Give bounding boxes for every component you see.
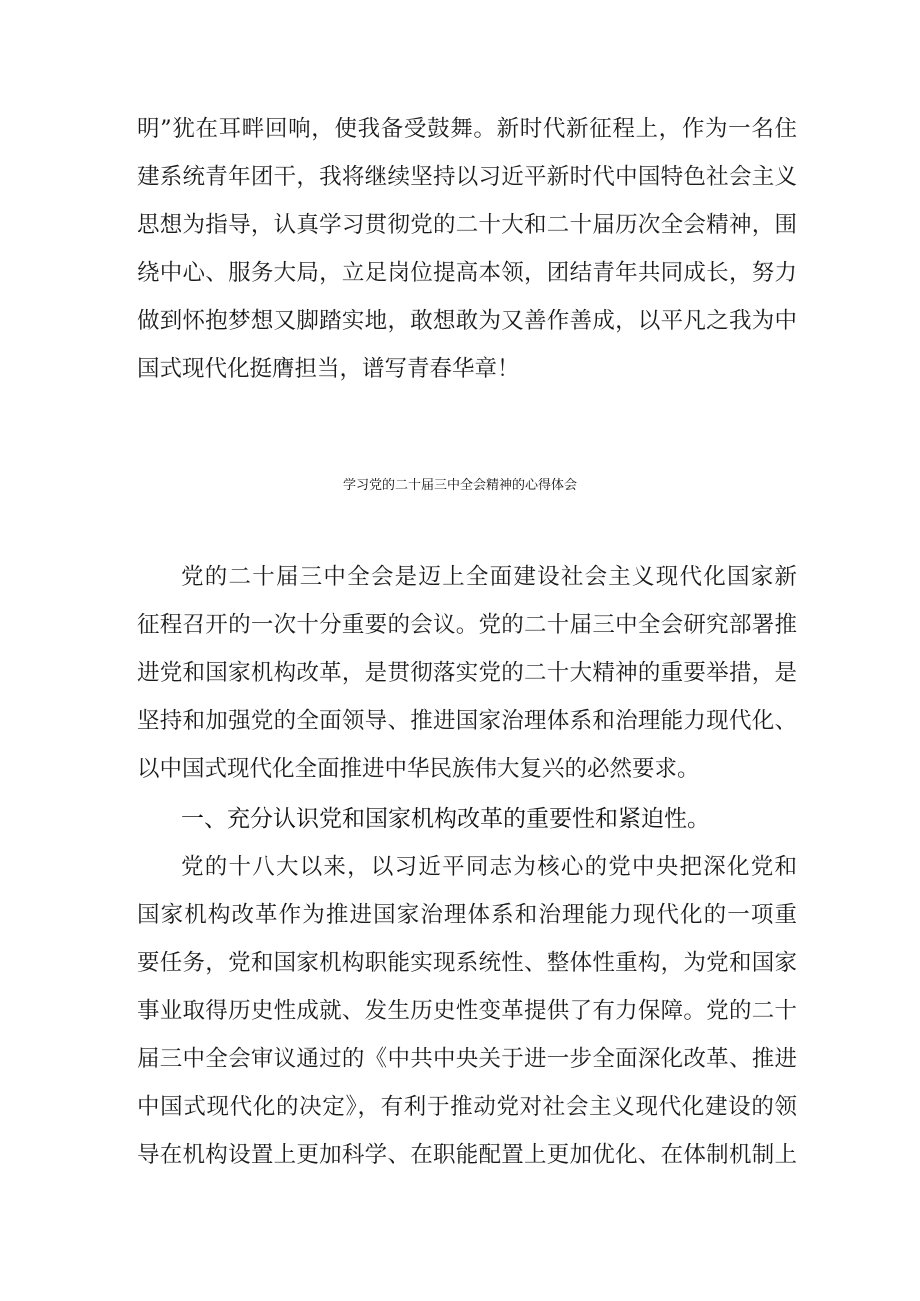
continuation-line-4: 绕中心、服务大局，立足岗位提高本领，团结青年共同成长，努力 — [137, 260, 797, 286]
section-heading-1: 一、充分认识党和国家机构改革的重要性和紧迫性。 — [181, 806, 710, 832]
intro-line-5: 以中国式现代化全面推进中华民族伟大复兴的必然要求。 — [137, 756, 700, 782]
section1-line-1: 党的十八大以来，以习近平同志为核心的党中央把深化党和 — [181, 854, 797, 880]
continuation-line-1: 明”犹在耳畔回响，使我备受鼓舞。新时代新征程上，作为一名住 — [137, 116, 797, 142]
continuation-line-5: 做到怀抱梦想又脚踏实地，敢想敢为又善作善成，以平凡之我为中 — [137, 308, 797, 334]
section1-line-7: 导在机构设置上更加科学、在职能配置上更加优化、在体制机制上 — [137, 1142, 797, 1168]
section1-line-2: 国家机构改革作为推进国家治理体系和治理能力现代化的一项重 — [137, 902, 797, 928]
continuation-line-2: 建系统青年团干，我将继续坚持以习近平新时代中国特色社会主义 — [137, 164, 797, 190]
section1-line-5: 届三中全会审议通过的《中共中央关于进一步全面深化改革、推进 — [137, 1046, 797, 1072]
article-title: 学习党的二十届三中全会精神的心得体会 — [342, 478, 577, 493]
section1-line-4: 事业取得历史性成就、发生历史性变革提供了有力保障。党的二十 — [137, 998, 797, 1024]
intro-line-4: 坚持和加强党的全面领导、推进国家治理体系和治理能力现代化、 — [137, 708, 797, 734]
continuation-line-3: 思想为指导，认真学习贯彻党的二十大和二十届历次全会精神，围 — [137, 212, 797, 238]
intro-line-2: 征程召开的一次十分重要的会议。党的二十届三中全会研究部署推 — [137, 612, 797, 638]
section1-line-6: 中国式现代化的决定》，有利于推动党对社会主义现代化建设的领 — [137, 1094, 797, 1120]
continuation-line-6: 国式现代化挺膺担当，谱写青春华章！ — [137, 356, 520, 382]
intro-line-3: 进党和国家机构改革，是贯彻落实党的二十大精神的重要举措，是 — [137, 660, 797, 686]
intro-line-1: 党的二十届三中全会是迈上全面建设社会主义现代化国家新 — [181, 564, 797, 590]
section1-line-3: 要任务，党和国家机构职能实现系统性、整体性重构，为党和国家 — [137, 950, 797, 976]
